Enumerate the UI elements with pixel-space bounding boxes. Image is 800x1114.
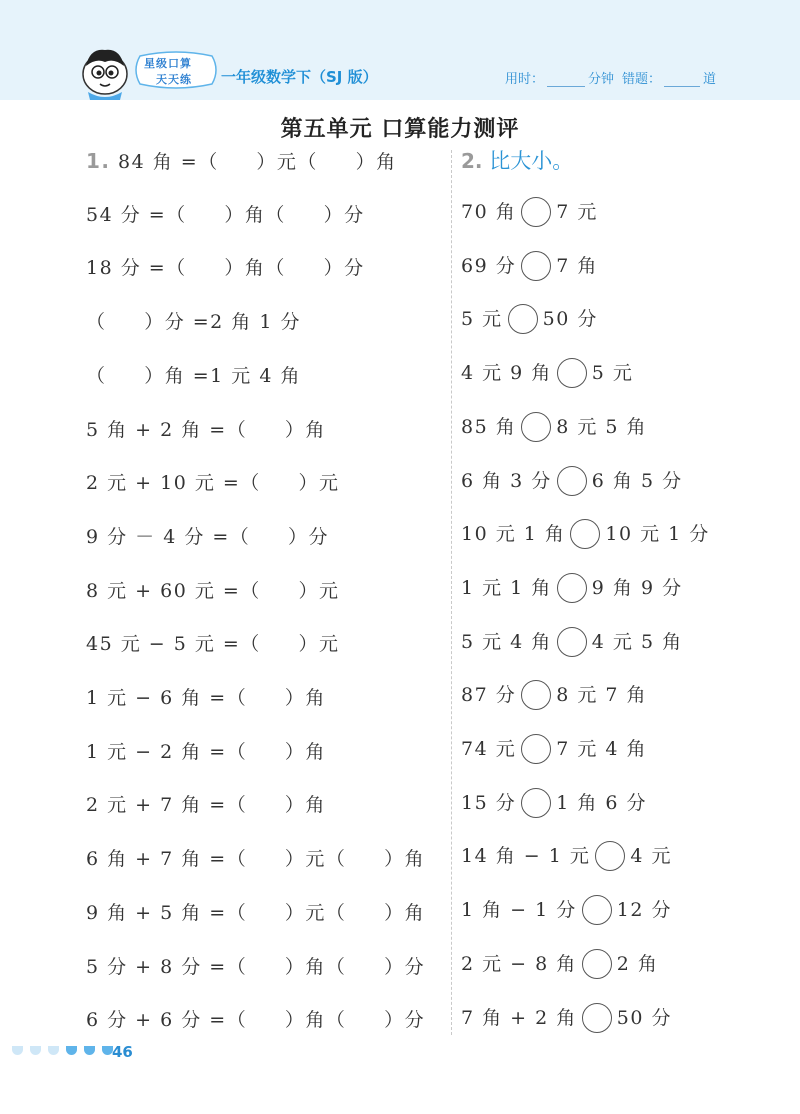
q2-left-value: 14 角 − 1 元 xyxy=(461,845,591,868)
q1-expression: 2 元 + 10 元 =（ ）元 xyxy=(86,472,340,495)
q1-row xyxy=(86,1007,425,1033)
q2-row xyxy=(461,840,672,872)
errors-blank xyxy=(664,74,700,87)
column-divider xyxy=(451,150,452,1035)
compare-circle[interactable] xyxy=(582,1003,612,1033)
q2-row xyxy=(461,196,598,228)
q1-row xyxy=(86,685,326,711)
q2-row xyxy=(461,626,683,658)
q2-right-value: 50 分 xyxy=(542,308,598,331)
compare-circle[interactable] xyxy=(521,412,551,442)
q2-right-value: 9 角 9 分 xyxy=(591,576,683,599)
q1-row xyxy=(86,255,365,281)
compare-circle[interactable] xyxy=(521,680,551,710)
q1-row xyxy=(86,954,425,980)
q1-expression: 9 分 － 4 分 =（ ）分 xyxy=(86,525,329,548)
q1-expression: 6 角 + 7 角 =（ ）元（ ）角 xyxy=(86,848,426,871)
q1-row xyxy=(86,417,326,443)
compare-circle[interactable] xyxy=(521,251,551,281)
minute-unit: 分钟 xyxy=(588,72,615,87)
logo-line-1: 星级口算 xyxy=(144,57,192,70)
compare-circle[interactable] xyxy=(557,358,587,388)
q1-row xyxy=(86,900,425,926)
q2-left-value: 69 分 xyxy=(461,254,517,277)
q2-right-value: 5 元 xyxy=(591,362,634,385)
q2-row xyxy=(461,679,647,711)
q1-row xyxy=(86,202,365,228)
q1-row xyxy=(86,631,340,657)
q2-row xyxy=(461,894,672,926)
q2-right-value: 7 角 xyxy=(556,254,598,277)
q2-right-value: 10 元 1 分 xyxy=(605,523,710,546)
q2-left-value: 87 分 xyxy=(461,684,517,707)
q2-left-value: 4 元 9 角 xyxy=(461,362,552,385)
compare-circle[interactable] xyxy=(521,197,551,227)
q1-row xyxy=(86,739,326,765)
question-2-number: 2. xyxy=(461,149,483,173)
logo-line-2: 天天练 xyxy=(156,73,192,86)
q2-row xyxy=(461,250,598,282)
compare-circle[interactable] xyxy=(521,788,551,818)
compare-circle[interactable] xyxy=(557,627,587,657)
compare-circle[interactable] xyxy=(570,519,600,549)
q1-expression: 1 元 − 6 角 =（ ）角 xyxy=(86,687,326,709)
compare-circle[interactable] xyxy=(508,304,538,334)
time-blank xyxy=(547,74,585,87)
q2-row xyxy=(461,303,598,335)
q2-row xyxy=(461,465,683,497)
q1-expression: （ ）分 =2 角 1 分 xyxy=(86,311,301,334)
page-title: 第五单元 口算能力测评 xyxy=(280,117,520,142)
q1-row xyxy=(86,792,326,818)
q1-expression: 9 角 + 5 角 =（ ）元（ ）角 xyxy=(86,901,426,924)
q1-expression: 1 元 − 2 角 =（ ）角 xyxy=(86,740,326,763)
q1-expression: 5 角 + 2 角 =（ ）角 xyxy=(86,418,326,441)
q2-right-value: 1 角 6 分 xyxy=(556,791,648,814)
q1-row xyxy=(86,470,340,496)
question-2-heading xyxy=(461,146,573,176)
q2-row xyxy=(461,357,633,389)
q2-right-value: 8 元 7 角 xyxy=(556,684,648,707)
compare-circle[interactable] xyxy=(557,466,587,496)
q2-left-value: 70 角 xyxy=(461,201,517,223)
compare-circle[interactable] xyxy=(582,895,612,925)
q2-right-value: 6 角 5 分 xyxy=(591,469,683,492)
compare-circle[interactable] xyxy=(557,573,587,603)
question-2-instruction: 比大小。 xyxy=(482,149,574,173)
book-title: 一年级数学下（SJ 版） xyxy=(221,68,378,86)
q2-row xyxy=(461,518,710,550)
page-number: 46 xyxy=(112,1043,133,1061)
q1-expression: 5 分 + 8 分 =（ ）角（ ）分 xyxy=(86,955,426,978)
q2-right-value: 7 元 xyxy=(556,201,598,223)
q2-right-value: 4 元 5 角 xyxy=(591,630,683,653)
q2-row xyxy=(461,733,647,765)
q2-left-value: 15 分 xyxy=(461,791,517,814)
q2-left-value: 85 角 xyxy=(461,415,517,438)
q1-row xyxy=(86,524,329,550)
q1-row xyxy=(86,148,397,174)
q2-left-value: 6 角 3 分 xyxy=(461,469,552,492)
q2-left-value: 2 元 − 8 角 xyxy=(461,952,577,975)
q1-row xyxy=(86,578,340,604)
q2-left-value: 10 元 1 角 xyxy=(461,523,566,546)
q2-row xyxy=(461,787,647,819)
q1-expression: 2 元 + 7 角 =（ ）角 xyxy=(86,794,326,817)
footer-decoration xyxy=(12,1046,113,1055)
q2-right-value: 12 分 xyxy=(616,899,672,922)
q1-expression: 54 分 =（ ）角（ ）分 xyxy=(86,203,365,226)
mascot-icon xyxy=(74,40,136,102)
timer-fields xyxy=(505,68,716,87)
q2-left-value: 1 元 1 角 xyxy=(461,576,552,599)
q2-row xyxy=(461,411,647,443)
q1-row xyxy=(86,309,301,335)
q2-left-value: 7 角 + 2 角 xyxy=(461,1006,577,1029)
q1-expression: 6 分 + 6 分 =（ ）角（ ）分 xyxy=(86,1009,426,1032)
q1-row xyxy=(86,363,301,389)
compare-circle[interactable] xyxy=(521,734,551,764)
q2-left-value: 5 元 xyxy=(461,308,503,331)
q1-expression: 8 元 + 60 元 =（ ）元 xyxy=(86,579,340,602)
errors-unit: 道 xyxy=(703,72,717,87)
q2-left-value: 74 元 xyxy=(461,738,517,760)
time-label: 用时： xyxy=(505,72,545,87)
q2-right-value: 8 元 5 角 xyxy=(556,415,648,438)
q2-row xyxy=(461,572,683,604)
q2-right-value: 7 元 4 角 xyxy=(556,738,648,760)
q2-row xyxy=(461,1002,672,1034)
q1-expression: 18 分 =（ ）角（ ）分 xyxy=(86,257,365,280)
q2-right-value: 50 分 xyxy=(616,1006,672,1029)
q1-expression: 84 角 =（ ）元（ ）角 xyxy=(110,151,397,173)
q2-row xyxy=(461,948,658,980)
compare-circle[interactable] xyxy=(595,841,625,871)
q1-expression: 45 元 − 5 元 =（ ）元 xyxy=(86,633,340,656)
errors-label: 错题： xyxy=(622,72,662,87)
q2-left-value: 5 元 4 角 xyxy=(461,630,552,653)
q1-row xyxy=(86,846,425,872)
q1-expression: （ ）角 =1 元 4 角 xyxy=(86,364,301,387)
q2-right-value: 2 角 xyxy=(616,952,659,975)
compare-circle[interactable] xyxy=(582,949,612,979)
q2-left-value: 1 角 − 1 分 xyxy=(461,899,577,922)
question-1-number: 1. xyxy=(86,149,111,173)
q2-right-value: 4 元 xyxy=(630,845,672,868)
